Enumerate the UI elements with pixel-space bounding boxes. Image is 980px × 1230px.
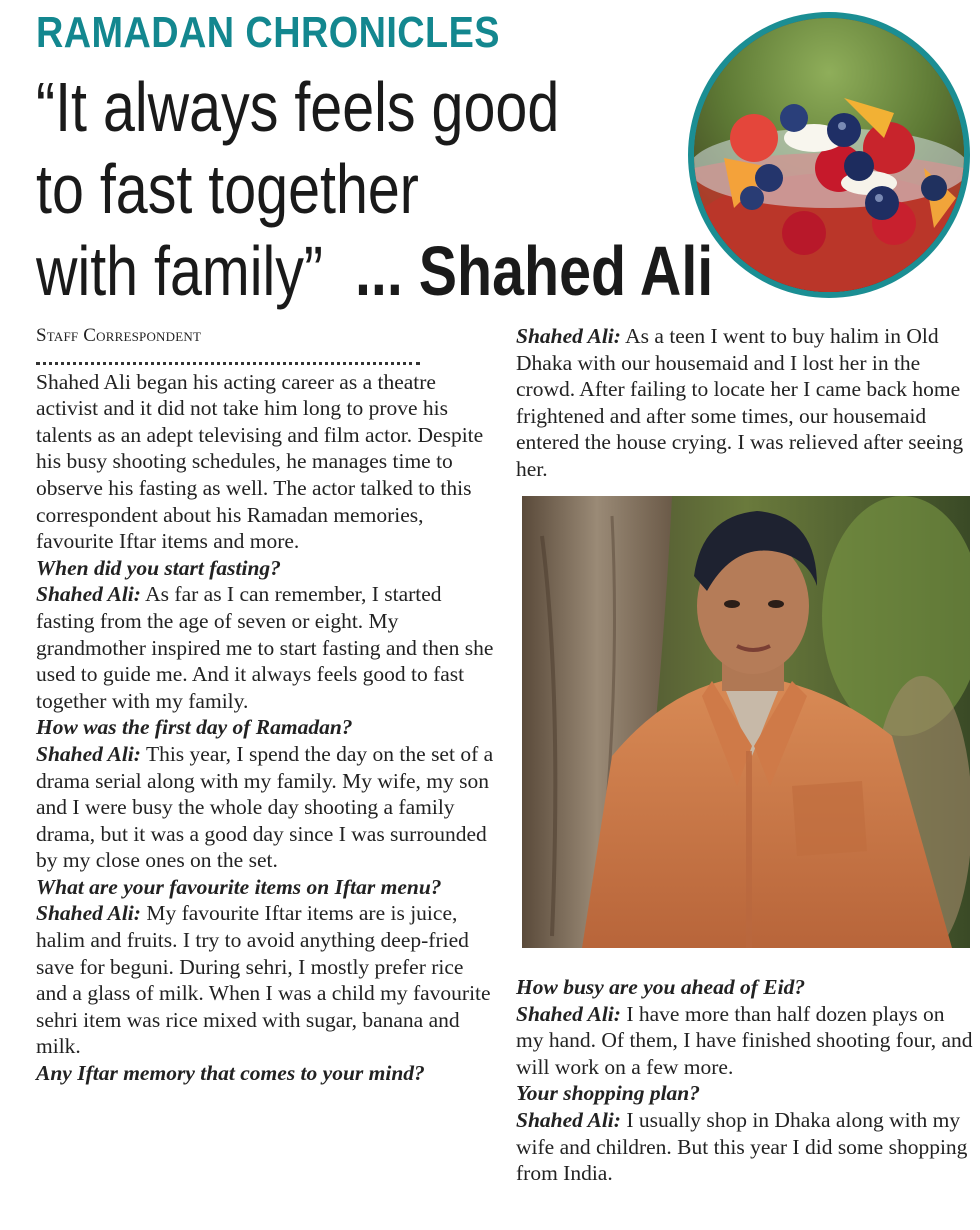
- answer-5-speaker: Shahed Ali:: [516, 1001, 621, 1026]
- section-kicker: RAMADAN CHRONICLES: [36, 8, 500, 57]
- question-3: What are your favourite items on Iftar menu?: [36, 874, 442, 899]
- fruit-salad-photo: [688, 12, 970, 298]
- answer-3-text: My favourite Iftar items are is juice, halim and fruits. I try to avoid anything deep-fried save for beguni. During sehri, I mostly prefer rice and a glass of milk. When I was a child my favourite sehri item was rice mixed with sugar, banana and milk.: [36, 901, 491, 1059]
- answer-1: [36, 581, 496, 714]
- headline-line-1: “It always feels good: [36, 68, 560, 146]
- headline-line-3: [36, 230, 713, 312]
- answer-3-speaker: Shahed Ali:: [36, 901, 141, 926]
- right-column-top: [516, 323, 976, 483]
- question-6: Your shopping plan?: [516, 1081, 701, 1106]
- answer-6-speaker: Shahed Ali:: [516, 1107, 621, 1132]
- question-1: When did you start fasting?: [36, 555, 281, 580]
- answer-5-text: I have more than half dozen plays on my hand. Of them, I have finished shooting four, and will work on a few more.: [516, 1001, 973, 1079]
- portrait-illustration: [522, 496, 970, 948]
- intro-paragraph: Shahed Ali began his acting career as a theatre activist and it did not take him long to prove his talents as an adept televising and film actor. Despite his busy shooting schedules, he manages time to observe his fasting as well. The actor talked to this correspondent about his Ramadan memories, favourite Iftar items and more.: [36, 369, 484, 554]
- left-column: [36, 323, 496, 1087]
- question-4: Any Iftar memory that comes to your mind?: [36, 1061, 425, 1086]
- answer-6-text: I usually shop in Dhaka along with my wife and children. But this year I did some shopping from India.: [516, 1107, 968, 1186]
- right-column-bottom: [516, 974, 976, 1187]
- answer-5: [516, 1001, 976, 1081]
- shahed-ali-portrait: [522, 496, 970, 948]
- answer-1-text: As far as I can remember, I started fasting from the age of seven or eight. My grandmother inspired me to start fasting and then she used to guide me. And it always feels good to fast together with my family.: [36, 582, 494, 713]
- answer-2-text: This year, I spend the day on the set of a drama serial along with my family. My wife, my son and I were busy the whole day shooting a family drama, but it was a good day since I was surrounded by my close ones on the set.: [36, 741, 494, 873]
- answer-2: [36, 741, 496, 874]
- answer-6: [516, 1107, 976, 1187]
- question-5: How busy are you ahead of Eid?: [516, 975, 806, 999]
- answer-1-speaker: Shahed Ali:: [36, 582, 141, 607]
- answer-3: [36, 900, 496, 1060]
- headline-line-3-text: with family”: [36, 232, 324, 310]
- headline: [36, 66, 713, 312]
- question-2: How was the first day of Ramadan?: [36, 715, 353, 740]
- answer-2-speaker: Shahed Ali:: [36, 741, 141, 766]
- byline: Staff Correspondent: [36, 325, 202, 346]
- answer-4-speaker: Shahed Ali:: [516, 324, 621, 348]
- headline-line-2: to fast together: [36, 150, 419, 228]
- answer-4-text: As a teen I went to buy halim in Old Dhaka with our housemaid and I lost her in the crowd. After failing to locate her I came back home frightened and after some times, our housemaid entered the house crying. I was relieved after seeing her.: [516, 324, 964, 481]
- headline-byline: ... Shahed Ali: [354, 232, 714, 310]
- answer-4: [516, 323, 976, 483]
- fruit-salad-illustration: [694, 18, 964, 292]
- dotted-divider: [36, 350, 420, 365]
